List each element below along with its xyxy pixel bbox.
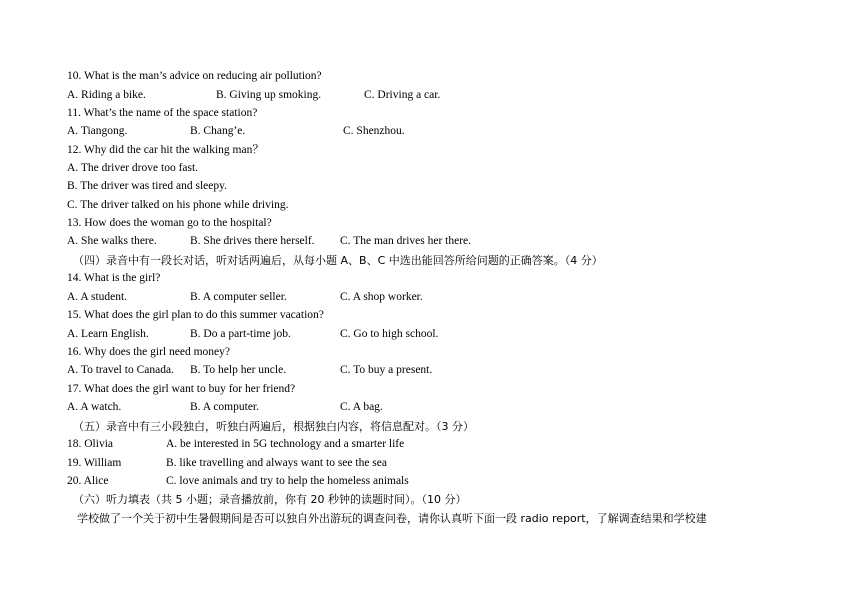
match-option-c: C. love animals and try to help the homeless animals (166, 475, 409, 487)
option-16-b: B. To help her uncle. (190, 364, 287, 376)
question-16: 16. Why does the girl need money? (67, 346, 230, 358)
question-10: 10. What is the man’s advice on reducing air pollution? (67, 70, 322, 82)
section-6-paragraph: 学校做了一个关于初中生暑假期间是否可以独自外出游玩的调查问卷，请你认真听下面一段 radio report，了解调查结果和学校建 (77, 512, 707, 525)
question-11: 11. What’s the name of the space station? (67, 107, 258, 119)
question-12: 12. Why did the car hit the walking man？ (67, 144, 264, 156)
option-10-c: C. Driving a car. (364, 89, 441, 101)
option-15-a: A. Learn English. (67, 328, 149, 340)
option-15-b: B. Do a part-time job. (190, 328, 291, 340)
match-option-b: B. like travelling and always want to see the sea (166, 457, 387, 469)
option-11-a: A. Tiangong. (67, 125, 128, 137)
option-14-c: C. A shop worker. (340, 291, 423, 303)
option-16-a: A. To travel to Canada. (67, 364, 174, 376)
option-10-b: B. Giving up smoking. (216, 89, 322, 101)
question-13: 13. How does the woman go to the hospital? (67, 217, 272, 229)
option-17-c: C. A bag. (340, 401, 383, 413)
option-11-b: B. Chang’e. (190, 125, 246, 137)
match-18-name: 18. Olivia (67, 438, 113, 450)
option-15-c: C. Go to high school. (340, 328, 439, 340)
section-4-instruction: （四）录音中有一段长对话，听对话两遍后，从每小题 A、B、C 中选出能回答所给问题的正确答案。（4 分） (73, 254, 603, 267)
question-14: 14. What is the girl? (67, 272, 161, 284)
option-12-c: C. The driver talked on his phone while driving. (67, 199, 289, 211)
option-13-b: B. She drives there herself. (190, 235, 315, 247)
section-5-instruction: （五）录音中有三小段独白，听独白两遍后，根据独白内容，将信息配对。（3 分） (73, 420, 474, 433)
option-17-a: A. A watch. (67, 401, 122, 413)
question-17: 17. What does the girl want to buy for her friend? (67, 383, 296, 395)
option-11-c: C. Shenzhou. (343, 125, 405, 137)
option-13-c: C. The man drives her there. (340, 235, 472, 247)
match-option-a: A. be interested in 5G technology and a smarter life (166, 438, 405, 450)
option-12-a: A. The driver drove too fast. (67, 162, 199, 174)
match-20-name: 20. Alice (67, 475, 109, 487)
option-10-a: A. Riding a bike. (67, 89, 146, 101)
section-6-instruction: （六）听力填表（共 5 小题；录音播放前，你有 20 秒钟的读题时间）。（10 分） (73, 493, 467, 506)
match-19-name: 19. William (67, 457, 122, 469)
option-17-b: B. A computer. (190, 401, 259, 413)
option-16-c: C. To buy a present. (340, 364, 433, 376)
option-12-b: B. The driver was tired and sleepy. (67, 180, 227, 192)
option-14-a: A. A student. (67, 291, 128, 303)
option-13-a: A. She walks there. (67, 235, 157, 247)
question-15: 15. What does the girl plan to do this summer vacation? (67, 309, 324, 321)
option-14-b: B. A computer seller. (190, 291, 287, 303)
